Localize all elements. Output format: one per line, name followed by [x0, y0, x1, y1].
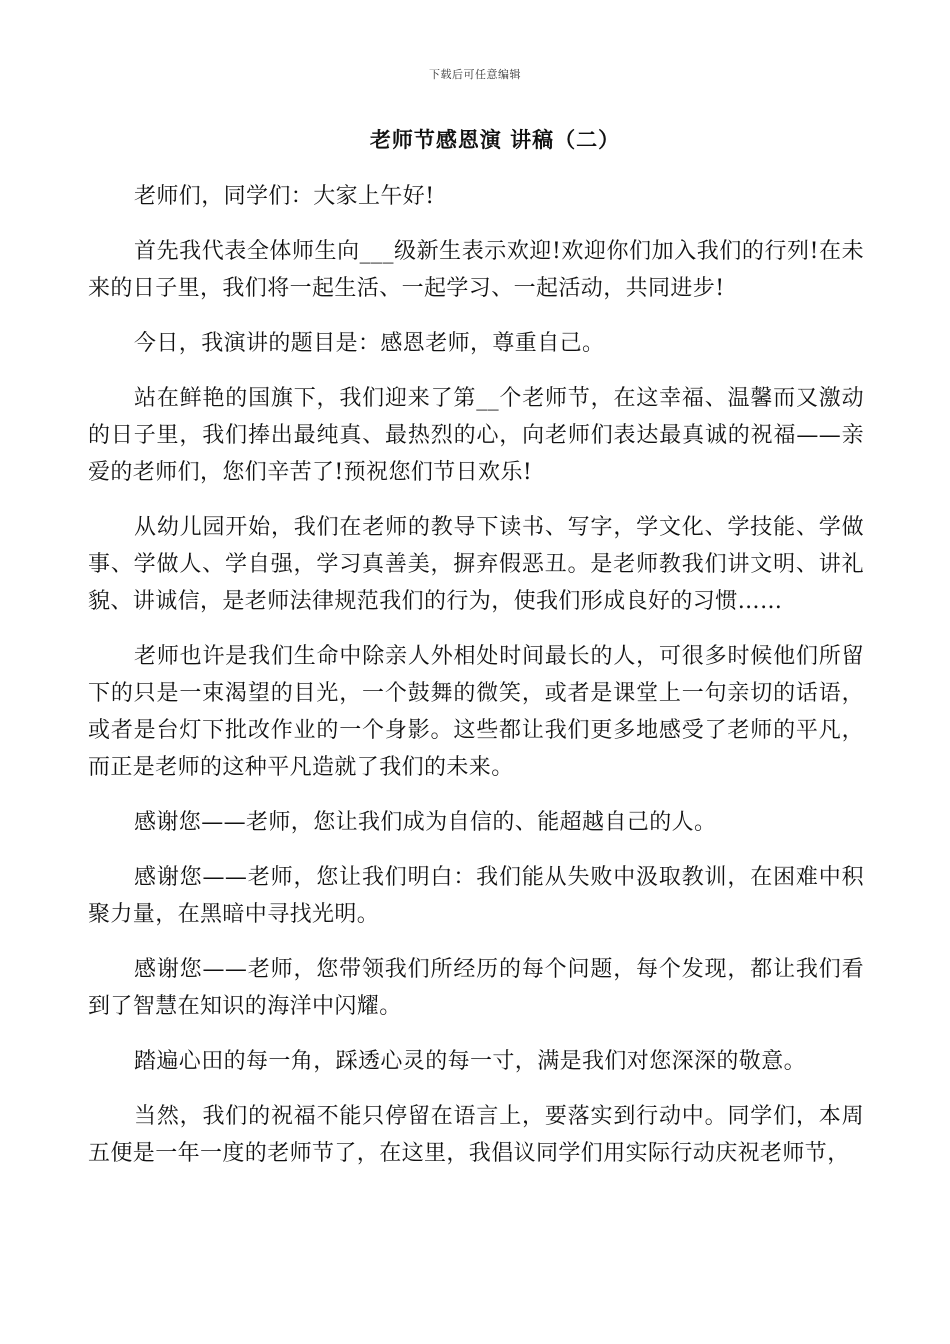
paragraph-respect: 踏遍心田的每一角，踩透心灵的每一寸，满是我们对您深深的敬意。	[134, 1049, 807, 1074]
paragraph-kindergarten: 从幼儿园开始，我们在老师的教导下读书、写字，学文化、学技能、学做事、学做人、学自强，学习真善美，摒弃假恶丑。是老师教我们讲文明、讲礼貌、讲诚信，是老师法律规范我们的行为，使我们形成良好的习惯……	[88, 515, 864, 614]
paragraph-action: 当然，我们的祝福不能只停留在语言上，要落实到行动中。同学们，本周五便是一年一度的老师节了，在这里，我倡议同学们用实际行动庆祝老师节，	[88, 1104, 864, 1166]
download-note: 下载后可任意编辑	[429, 68, 521, 81]
paragraph-greeting: 老师们，同学们：大家上午好!	[134, 184, 435, 209]
paragraph-thanks-3: 感谢您——老师，您带领我们所经历的每个问题，每个发现，都让我们看到了智慧在知识的海洋中闪耀。	[88, 957, 864, 1019]
paragraph-teachers-day: 站在鲜艳的国旗下，我们迎来了第__个老师节，在这幸福、温馨而又激动的日子里，我们捧出最纯真、最热烈的心，向老师们表达最真诚的祝福——亲爱的老师们，您们辛苦了!预祝您们节日欢乐!	[88, 386, 864, 485]
paragraph-welcome: 首先我代表全体师生向___级新生表示欢迎!欢迎你们加入我们的行列!在未来的日子里，我们将一起生活、一起学习、一起活动，共同进步!	[88, 239, 864, 301]
paragraph-ordinary: 老师也许是我们生命中除亲人外相处时间最长的人，可很多时候他们所留下的只是一束渴望的目光，一个鼓舞的微笑，或者是课堂上一句亲切的话语，或者是台灯下批改作业的一个身影。这些都让我们更多地感受了老师的平凡，而正是老师的这种平凡造就了我们的未来。	[88, 644, 864, 780]
paragraph-topic: 今日，我演讲的题目是：感恩老师，尊重自己。	[134, 331, 605, 356]
paragraph-thanks-1: 感谢您——老师，您让我们成为自信的、能超越自己的人。	[134, 810, 717, 835]
paragraph-thanks-2: 感谢您——老师，您让我们明白：我们能从失败中汲取教训，在困难中积聚力量，在黑暗中寻找光明。	[88, 865, 864, 927]
document-body	[88, 178, 864, 1190]
document-title: 老师节感恩演 讲稿（二）	[369, 127, 621, 152]
